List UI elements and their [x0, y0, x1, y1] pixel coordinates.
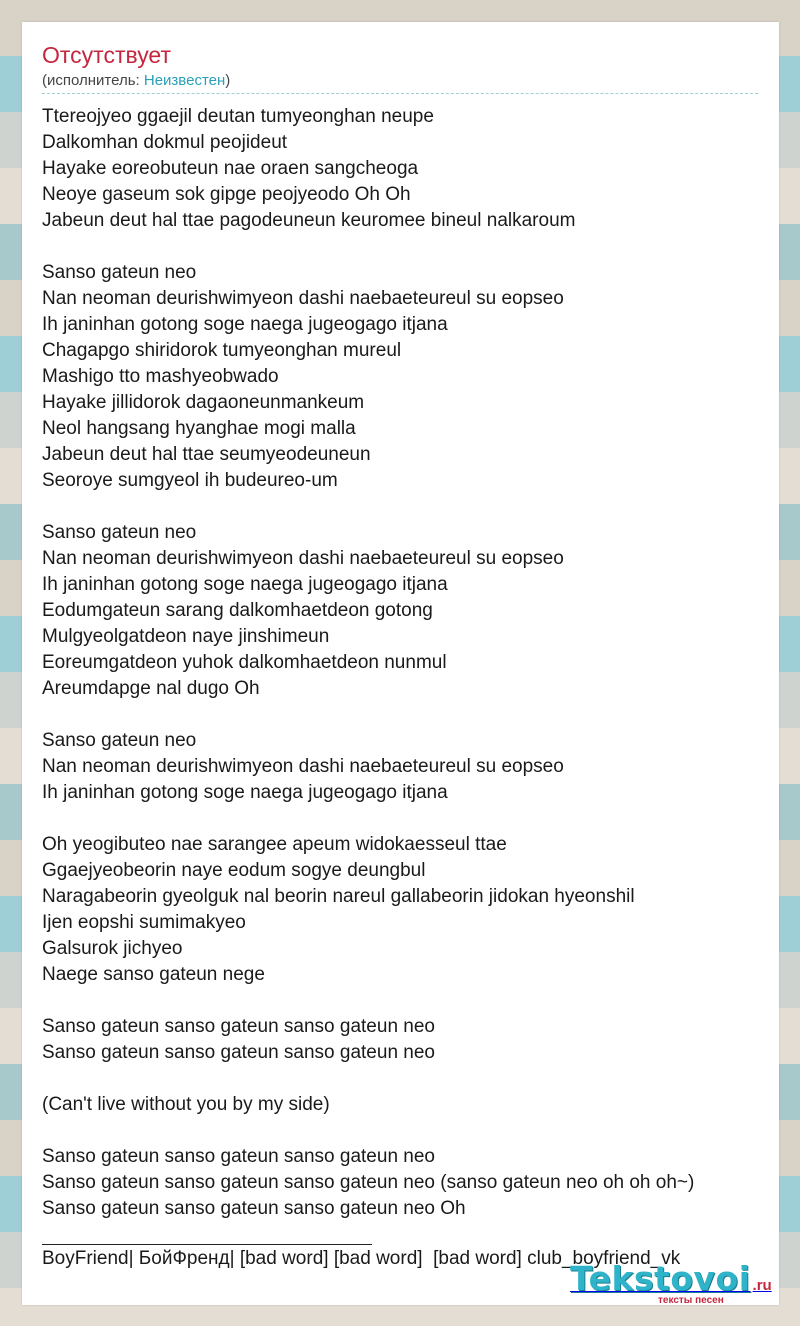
lyric-line: Ih janinhan gotong soge naega jugeogago itjana — [42, 574, 448, 595]
lyric-line: Sanso gateun neo — [42, 262, 197, 283]
lyric-line: Galsurok jichyeo — [42, 938, 183, 959]
logo-tld: .ru — [752, 1277, 772, 1294]
lyric-line — [42, 1066, 762, 1092]
lyric-line: Naege sanso gateun nege — [42, 964, 265, 985]
artist-link[interactable]: Неизвестен — [143, 72, 226, 89]
lyric-line: Sanso gateun sanso gateun sanso gateun neo (sanso gateun neo oh oh oh~) — [42, 1172, 695, 1193]
lyric-line: Ih janinhan gotong soge naega jugeogago itjana — [42, 782, 448, 803]
lyric-line: Jabeun deut hal ttae pagodeuneun keuromee bineul nalkaroum — [42, 210, 576, 231]
lyric-line — [42, 702, 762, 728]
lyric-line: Sanso gateun sanso gateun sanso gateun neo Oh — [42, 1198, 466, 1219]
lyric-line — [42, 494, 762, 520]
lyric-line: Hayake jillidorok dagaoneunmankeum — [42, 392, 365, 413]
lyric-line: Sanso gateun neo — [42, 730, 197, 751]
lyrics-card — [22, 22, 779, 1305]
lyric-line — [42, 1118, 762, 1144]
lyric-line: Eoreumgatdeon yuhok dalkomhaetdeon nunmul — [42, 652, 447, 673]
lyric-line: Ttereojyeo ggaejil deutan tumyeonghan neupe — [42, 106, 434, 127]
lyric-line: Sanso gateun sanso gateun sanso gateun neo — [42, 1146, 435, 1167]
lyric-line — [42, 988, 762, 1014]
site-logo[interactable] — [570, 1259, 775, 1306]
lyric-line: (Can't live without you by my side) — [42, 1094, 330, 1115]
lyric-line: Neoye gaseum sok gipge peojyeodo Oh Oh — [42, 184, 411, 205]
lyric-line: Sanso gateun sanso gateun sanso gateun neo — [42, 1016, 435, 1037]
lyric-line — [42, 806, 762, 832]
lyric-line: Sanso gateun sanso gateun sanso gateun neo — [42, 1042, 435, 1063]
lyric-line: Eodumgateun sarang dalkomhaetdeon gotong — [42, 600, 433, 621]
lyric-line: Jabeun deut hal ttae seumyeodeuneun — [42, 444, 371, 465]
lyric-line: Ijen eopshi sumimakyeo — [42, 912, 246, 933]
tags-line: BoyFriend| БойФренд| [bad word] [bad word] [bad word] club_boyfriend_vk — [42, 1248, 681, 1269]
lyric-line: Dalkomhan dokmul peojideut — [42, 132, 288, 153]
lyric-line: Ih janinhan gotong soge naega jugeogago itjana — [42, 314, 448, 335]
lyric-line: Nan neoman deurishwimyeon dashi naebaeteureul su eopseo — [42, 288, 564, 309]
lyric-line: Chagapgo shiridorok tumyeonghan mureul — [42, 340, 402, 361]
lyric-line: Mashigo tto mashyeobwado — [42, 366, 279, 387]
lyric-line: Nan neoman deurishwimyeon dashi naebaeteureul su eopseo — [42, 756, 564, 777]
logo-text: Tekstovoi — [570, 1259, 751, 1298]
footer-divider — [42, 1244, 372, 1245]
lyric-line: Naragabeorin gyeolguk nal beorin nareul gallabeorin jidokan hyeonshil — [42, 886, 635, 907]
lyric-line: Ggaejyeobeorin naye eodum sogye deungbul — [42, 860, 426, 881]
lyrics-text — [42, 104, 762, 1222]
lyric-line: Neol hangsang hyanghae mogi malla — [42, 418, 356, 439]
song-title: Отсутствует — [42, 42, 171, 68]
lyric-line: Seoroye sumgyeol ih budeureo-um — [42, 470, 338, 491]
artist-suffix: ) — [225, 72, 231, 89]
lyric-line: Oh yeogibuteo nae sarangee apeum widokaesseul ttae — [42, 834, 507, 855]
lyric-line: Areumdapge nal dugo Oh — [42, 678, 260, 699]
artist-prefix: (исполнитель: — [42, 72, 144, 89]
artist-line — [42, 72, 230, 89]
lyric-line — [42, 234, 762, 260]
lyric-line: Mulgyeolgatdeon naye jinshimeun — [42, 626, 330, 647]
lyric-line: Hayake eoreobuteun nae oraen sangcheoga — [42, 158, 419, 179]
logo-subtitle: тексты песен — [658, 1295, 724, 1306]
header-divider — [42, 93, 758, 94]
lyric-line: Nan neoman deurishwimyeon dashi naebaeteureul su eopseo — [42, 548, 564, 569]
lyric-line: Sanso gateun neo — [42, 522, 197, 543]
